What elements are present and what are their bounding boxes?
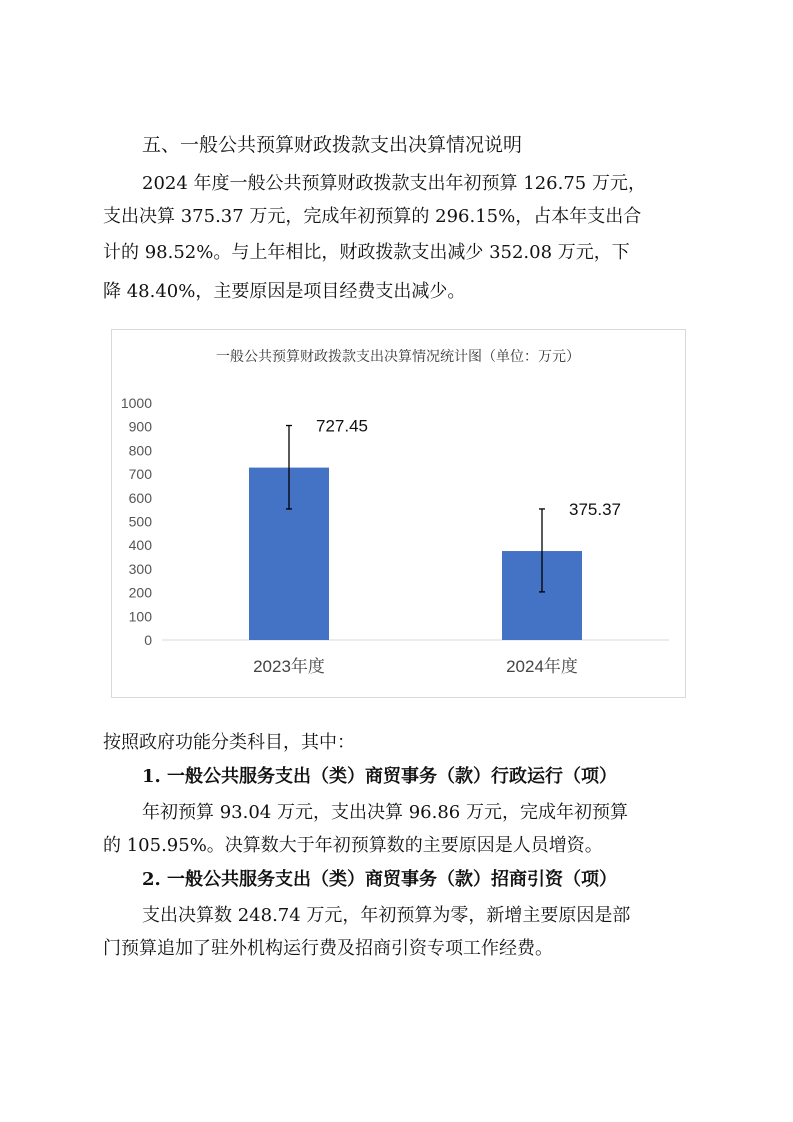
intro-line-2: 支出决算 375.37 万元，完成年初预算的 296.15%，占本年支出合 xyxy=(103,206,642,227)
y-tick-label: 700 xyxy=(128,466,152,483)
y-tick-label: 300 xyxy=(128,560,152,577)
y-tick-label: 800 xyxy=(128,442,152,459)
y-tick-label: 200 xyxy=(128,584,152,601)
bar-chart xyxy=(112,330,685,697)
y-tick-label: 100 xyxy=(128,608,152,625)
chart-title: 一般公共预算财政拨款支出决算情况统计图（单位：万元） xyxy=(216,348,580,364)
data-label-1: 727.45 xyxy=(316,416,368,436)
data-label-2: 375.37 xyxy=(569,499,621,519)
x-category-label: 2024年度 xyxy=(506,657,578,676)
item-2-heading: 2. 一般公共服务支出（类）商贸事务（款）招商引资（项） xyxy=(142,869,618,890)
y-tick-label: 500 xyxy=(128,513,152,530)
item-2-line-1: 支出决算数 248.74 万元，年初预算为零，新增主要原因是部 xyxy=(142,905,631,926)
classification-line: 按照政府功能分类科目，其中： xyxy=(103,732,355,753)
intro-line-4: 降 48.40%，主要原因是项目经费支出减少。 xyxy=(103,281,466,302)
item-2-line-2: 门预算追加了驻外机构运行费及招商引资专项工作经费。 xyxy=(103,938,553,959)
intro-line-3: 计的 98.52%。与上年相比，财政拨款支出减少 352.08 万元，下 xyxy=(103,242,630,263)
y-tick-label: 400 xyxy=(128,537,152,554)
y-tick-label: 900 xyxy=(128,418,152,435)
intro-line-1: 2024 年度一般公共预算财政拨款支出年初预算 126.75 万元， xyxy=(142,173,646,194)
chart-container xyxy=(111,329,686,698)
item-1-heading: 1. 一般公共服务支出（类）商贸事务（款）行政运行（项） xyxy=(142,766,618,787)
item-1-line-1: 年初预算 93.04 万元，支出决算 96.86 万元，完成年初预算 xyxy=(142,802,628,823)
y-tick-label: 0 xyxy=(144,632,152,648)
item-1-line-2: 的 105.95%。决算数大于年初预算数的主要原因是人员增资。 xyxy=(103,835,603,856)
y-tick-label: 600 xyxy=(128,489,152,506)
y-tick-label: 1000 xyxy=(120,395,152,411)
section-title: 五、一般公共预算财政拨款支出决算情况说明 xyxy=(142,134,523,156)
x-category-label: 2023年度 xyxy=(253,657,325,676)
